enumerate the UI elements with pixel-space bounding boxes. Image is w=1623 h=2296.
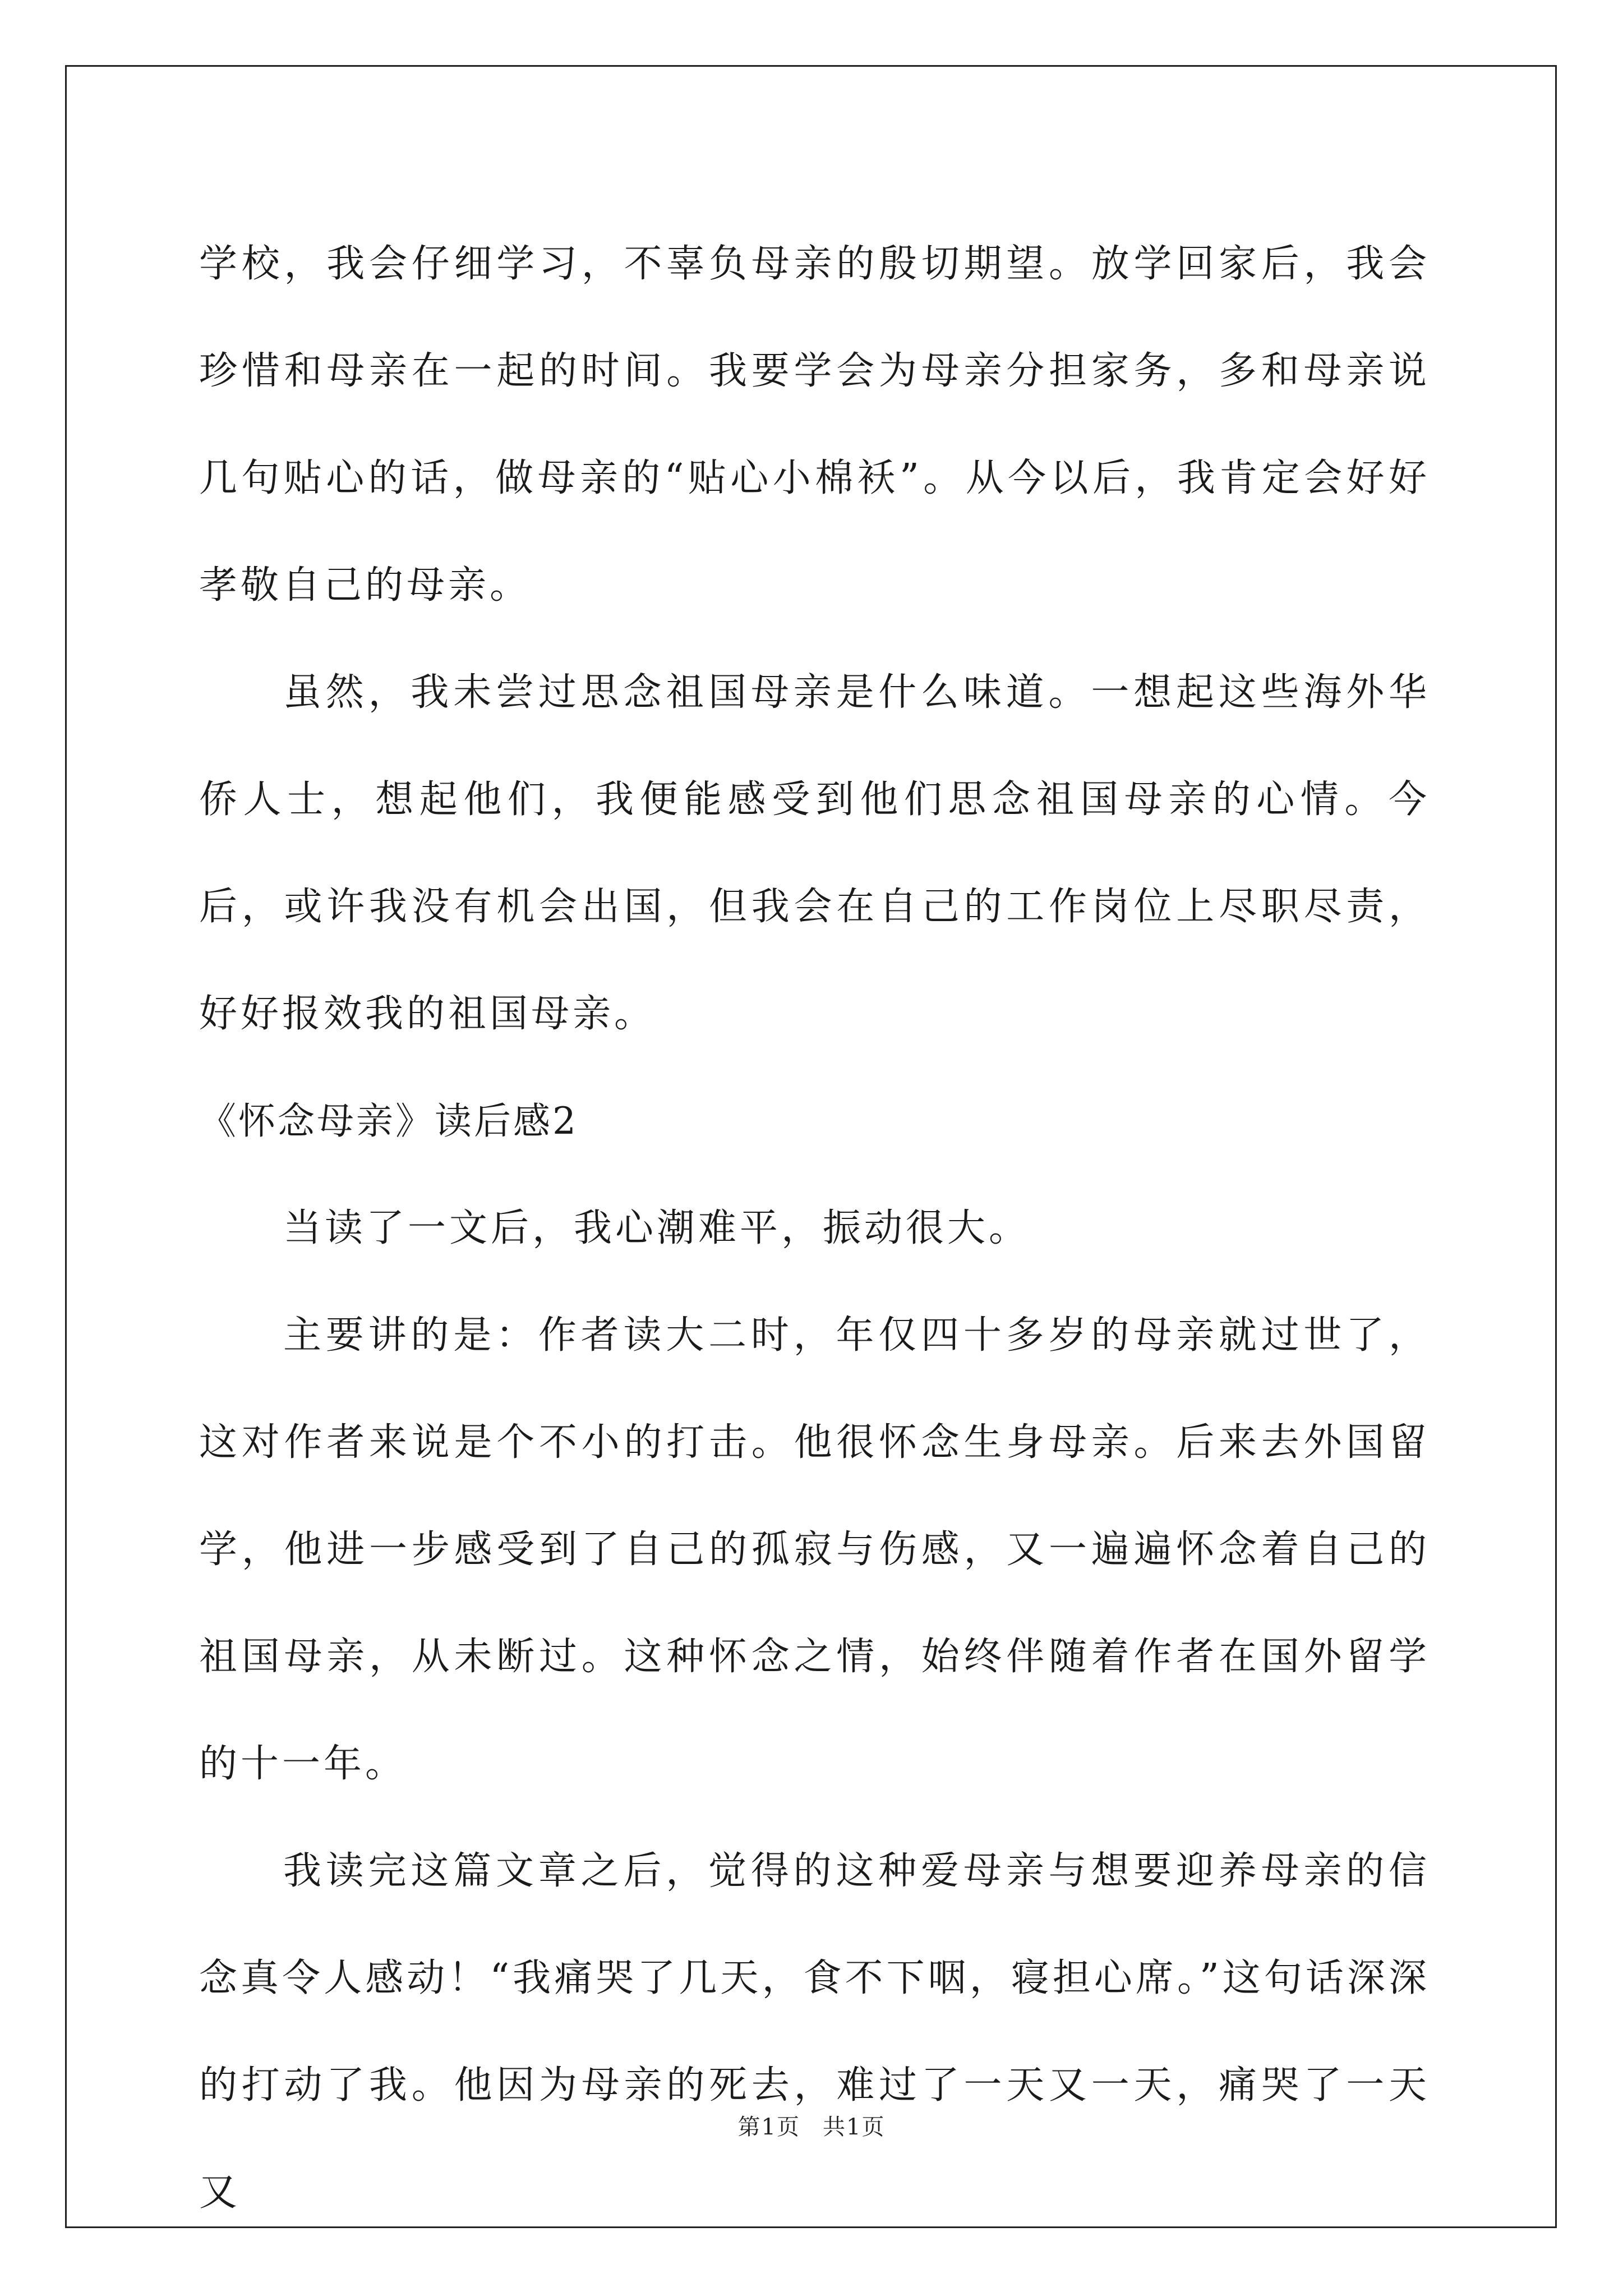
paragraph-reflection: 我读完这篇文章之后，觉得的这种爱母亲与想要迎养母亲的信念真令人感动！“我痛哭了几天，食不下咽，寝担心席。”这句话深深的打动了我。他因为母亲的死去，难过了一天又一天，痛哭了一天又	[199, 1849, 1430, 2215]
page-total: 共1页	[823, 2114, 886, 2140]
paragraph-overseas-chinese: 虽然，我未尝过思念祖国母亲是什么味道。一想起这些海外华侨人士，想起他们，我便能感受到他们思念祖国母亲的心情。今后，或许我没有机会出国，但我会在自己的工作岗位上尽职尽责，好好报效我的祖国母亲。	[199, 670, 1430, 1036]
page-footer	[0, 2109, 1623, 2141]
section-heading: 《怀念母亲》读后感2	[199, 1099, 578, 1143]
paragraph-intro: 当读了一文后，我心潮难平，振动很大。	[283, 1206, 1031, 1250]
page-number: 第1页	[737, 2114, 800, 2140]
paragraph-continuation: 学校，我会仔细学习，不辜负母亲的殷切期望。放学回家后，我会珍惜和母亲在一起的时间。我要学会为母亲分担家务，多和母亲说几句贴心的话，做母亲的“贴心小棉袄”。从今以后，我肯定会好好孝敬自己的母亲。	[199, 242, 1430, 608]
document-body	[199, 210, 1430, 2246]
paragraph-summary: 主要讲的是：作者读大二时，年仅四十多岁的母亲就过世了，这对作者来说是个不小的打击。他很怀念生身母亲。后来去外国留学，他进一步感受到了自己的孤寂与伤感，又一遍遍怀念着自己的祖国母亲，从未断过。这种怀念之情，始终伴随着作者在国外留学的十一年。	[199, 1313, 1430, 1786]
